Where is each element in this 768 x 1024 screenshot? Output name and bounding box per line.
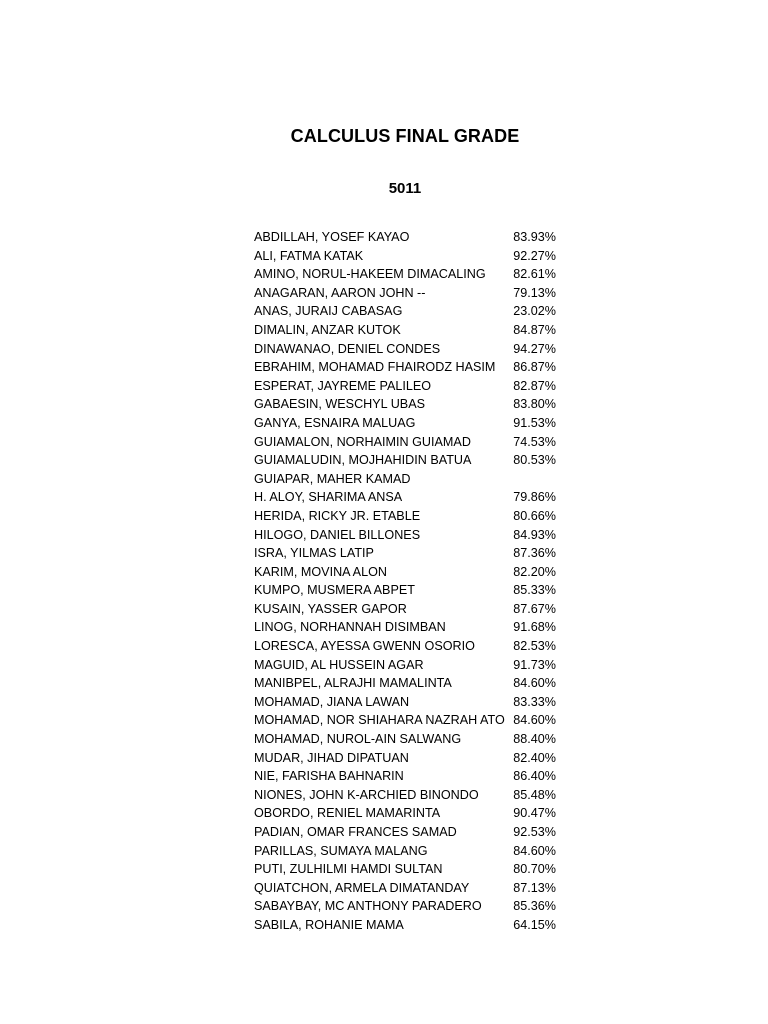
student-row <box>254 302 564 321</box>
student-name: SABAYBAY, MC ANTHONY PARADERO <box>254 899 482 914</box>
student-grade: 91.68% <box>513 620 556 635</box>
student-name: GABAESIN, WESCHYL UBAS <box>254 397 425 412</box>
student-grade: 83.80% <box>513 397 556 412</box>
student-name: KARIM, MOVINA ALON <box>254 564 387 579</box>
student-grade: 82.20% <box>513 564 556 579</box>
student-name: NIE, FARISHA BAHNARIN <box>254 769 404 784</box>
student-name: GUIAMALUDIN, MOJHAHIDIN BATUA <box>254 453 472 468</box>
student-name: LORESCA, AYESSA GWENN OSORIO <box>254 639 475 654</box>
student-name: PUTI, ZULHILMI HAMDI SULTAN <box>254 862 443 877</box>
student-row <box>254 470 564 489</box>
student-row <box>254 860 564 879</box>
student-name: MOHAMAD, NOR SHIAHARA NAZRAH ATO <box>254 713 505 728</box>
student-name: PADIAN, OMAR FRANCES SAMAD <box>254 825 457 839</box>
student-grade: 82.40% <box>513 750 556 765</box>
student-grade: 79.13% <box>513 285 556 300</box>
student-grade: 84.60% <box>513 713 556 728</box>
student-name: KUSAIN, YASSER GAPOR <box>254 601 407 616</box>
student-row <box>254 321 564 340</box>
page-title: CALCULUS FINAL GRADE <box>290 126 520 146</box>
student-name: MANIBPEL, ALRAJHI MAMALINTA <box>254 676 452 691</box>
student-row <box>254 414 564 433</box>
student-grade: 85.36% <box>513 899 556 914</box>
student-grade: 84.93% <box>513 527 556 542</box>
student-row <box>254 618 564 637</box>
student-row <box>254 749 564 768</box>
student-row <box>254 340 564 359</box>
student-row <box>254 358 564 377</box>
student-name: GUIAPAR, MAHER KAMAD <box>254 471 411 486</box>
student-row <box>254 247 564 266</box>
student-row <box>254 600 564 619</box>
student-grade: 82.87% <box>513 378 556 393</box>
student-row <box>254 563 564 582</box>
student-name: MAGUID, AL HUSSEIN AGAR <box>254 657 424 672</box>
student-row <box>254 786 564 805</box>
student-row <box>254 711 564 730</box>
student-name: MOHAMAD, JIANA LAWAN <box>254 694 410 709</box>
student-row <box>254 228 564 247</box>
student-grade: 90.47% <box>513 806 556 821</box>
student-name: LINOG, NORHANNAH DISIMBAN <box>254 620 446 635</box>
student-grade: 94.27% <box>513 341 556 356</box>
student-name: NIONES, JOHN K-ARCHIED BINONDO <box>254 787 479 802</box>
student-grade: 85.48% <box>513 787 556 802</box>
student-name: SABILA, ROHANIE MAMA <box>254 917 404 932</box>
student-row <box>254 842 564 861</box>
student-row <box>254 674 564 693</box>
student-row <box>254 804 564 823</box>
student-grade: 84.60% <box>513 843 556 858</box>
student-row <box>254 544 564 563</box>
student-grade: 88.40% <box>513 732 556 747</box>
student-name: ANAS, JURAIJ CABASAG <box>254 304 403 319</box>
student-name: ANAGARAN, AARON JOHN -- <box>254 285 426 300</box>
student-grade: 80.66% <box>513 508 556 523</box>
student-row <box>254 823 564 842</box>
student-grade: 87.36% <box>513 546 556 561</box>
student-row <box>254 377 564 396</box>
student-grade: 84.60% <box>513 676 556 691</box>
student-name: HILOGO, DANIEL BILLONES <box>254 527 421 542</box>
student-grade: 86.40% <box>513 769 556 784</box>
student-row <box>254 433 564 452</box>
student-row <box>254 916 564 935</box>
student-row <box>254 507 564 526</box>
student-name: OBORDO, RENIEL MAMARINTA <box>254 806 441 821</box>
student-row <box>254 693 564 712</box>
student-grade: 79.86% <box>513 490 556 505</box>
grade-list <box>254 228 564 935</box>
student-name: ESPERAT, JAYREME PALILEO <box>254 378 432 393</box>
student-row <box>254 767 564 786</box>
student-name: HERIDA, RICKY JR. ETABLE <box>254 508 421 523</box>
student-grade: 83.33% <box>513 694 556 709</box>
student-name: H. ALOY, SHARIMA ANSA <box>254 490 403 505</box>
student-grade: 92.53% <box>513 825 556 839</box>
student-row <box>254 395 564 414</box>
student-name: PARILLAS, SUMAYA MALANG <box>254 843 428 858</box>
student-row <box>254 451 564 470</box>
student-row <box>254 265 564 284</box>
student-name: DIMALIN, ANZAR KUTOK <box>254 322 401 337</box>
student-name: ISRA, YILMAS LATIP <box>254 546 374 561</box>
student-name: MUDAR, JIHAD DIPATUAN <box>254 750 409 765</box>
student-row <box>254 656 564 675</box>
student-grade: 74.53% <box>513 434 556 449</box>
student-grade: 87.67% <box>513 601 556 616</box>
student-name: AMINO, NORUL-HAKEEM DIMACALING <box>254 267 486 282</box>
student-row <box>254 637 564 656</box>
student-grade: 87.13% <box>513 880 556 895</box>
student-name: MOHAMAD, NUROL-AIN SALWANG <box>254 732 462 747</box>
student-row <box>254 488 564 507</box>
student-grade: 80.53% <box>513 453 556 468</box>
student-name: GUIAMALON, NORHAIMIN GUIAMAD <box>254 434 471 449</box>
student-name: KUMPO, MUSMERA ABPET <box>254 583 415 598</box>
student-grade: 23.02% <box>513 304 556 319</box>
student-grade: 91.73% <box>513 657 556 672</box>
student-grade: 64.15% <box>513 917 556 932</box>
student-row <box>254 526 564 545</box>
student-grade: 91.53% <box>513 415 556 430</box>
student-name: ALI, FATMA KATAK <box>254 248 364 263</box>
student-row <box>254 284 564 303</box>
section-number: 5011 <box>388 180 422 197</box>
student-grade: 82.61% <box>513 267 556 282</box>
student-grade: 92.27% <box>513 248 556 263</box>
student-name: GANYA, ESNAIRA MALUAG <box>254 415 416 430</box>
student-name: DINAWANAO, DENIEL CONDES <box>254 341 441 356</box>
student-row <box>254 879 564 898</box>
student-grade: 84.87% <box>513 322 556 337</box>
student-name: EBRAHIM, MOHAMAD FHAIRODZ HASIM <box>254 360 496 375</box>
student-grade: 86.87% <box>513 360 556 375</box>
student-row <box>254 730 564 749</box>
student-grade: 80.70% <box>513 862 556 877</box>
student-grade: 85.33% <box>513 583 556 598</box>
student-grade: 82.53% <box>513 639 556 654</box>
student-name: QUIATCHON, ARMELA DIMATANDAY <box>254 880 470 895</box>
student-row <box>254 581 564 600</box>
student-row <box>254 897 564 916</box>
student-name: ABDILLAH, YOSEF KAYAO <box>254 230 410 244</box>
student-grade: 83.93% <box>513 230 556 244</box>
